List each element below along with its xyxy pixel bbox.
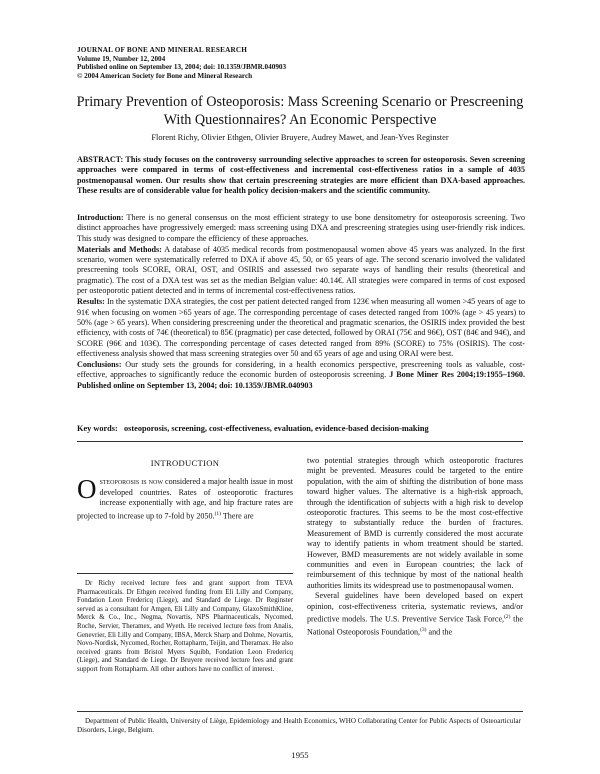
introduction-text: There is no general consensus on the most efficient strategy to use bone densitometry for osteoporosis screening. Two distinct approaches have progressively emerged: mass screening using DXA and prescreening strategies using user-friendly risk indices. This study was designed to compare the efficiency of these approaches. (77, 213, 525, 243)
conclusions-text: Our study sets the grounds for considering, in a health economics perspective, prescreening tools as valuable, cost-effective, approaches to significantly reduce the economic burden of osteoporosis screening. (77, 360, 525, 380)
author-list: Florent Richy, Olivier Ethgen, Olivier Bruyere, Audrey Mawet, and Jean-Yves Reginster (151, 133, 449, 142)
abstract-text: This study focuses on the controversy surrounding selective approaches to screen for osteoporosis. Seven screening approaches were compared in terms of cost-effectiveness and incremental cost-effectiveness ratios in a sample of 4035 postmenopausal women. Our results show that certain prescreening strategies are more efficient than DXA-based approaches. These results are of considerable value for health policy decision-makers and the scientific community. (77, 155, 525, 195)
journal-volume: Volume 19, Number 12, 2004 (77, 54, 166, 63)
abstract-label: ABSTRACT: (77, 155, 124, 164)
keywords-text: osteoporosis, screening, cost-effectiveness, evaluation, evidence-based decision-making (124, 424, 429, 433)
right-column (307, 456, 523, 638)
right-paragraph-2-start: Several guidelines have been developed based on expert opinion, cost-effectiveness criteria, systematic reviews, and/or predictive models. The U.S. Preventive Service Task Force, (307, 591, 523, 624)
page-number: 1955 (291, 750, 309, 760)
journal-copyright: © 2004 American Society for Bone and Mineral Research (77, 71, 253, 80)
results-section (77, 297, 525, 359)
paper-title: Primary Prevention of Osteoporosis: Mass Screening Scenario or Prescreening With Questionnaires? An Economic Perspective (76, 94, 524, 128)
abstract (77, 155, 525, 196)
affiliation-divider (77, 711, 523, 712)
intro-text: considered a major health issue in most developed countries. Rates of osteoporotic fractures increase exponentially with age, and hip fracture rates are projected to increase up to 7-fold by 2050. (77, 477, 293, 521)
methods-label: Materials and Methods: (77, 244, 162, 254)
citation-line: J Bone Miner Res 2004;19:1955–1960. Published online on September 13, 2004; doi: 10.1359/JBMR.040903 (77, 370, 525, 390)
methods-text: A database of 4035 medical records from postmenopausal women above 45 years was analyzed. In the first scenario, women were systematically referred to DXA if above 45, 50, or 65 years of age. The second scenario involved the validated prescreening tools SCORE, ORAI, OST, and OSIRIS and assessed two separate ways of handling their results (theoretical and pragmatic). The cost of a DXA test was set as the median Belgian value: 40.14€. All strategies were compared in terms of cost exposed per osteoporotic patient detected and in terms of incremental cost-effectiveness ratios. (77, 244, 526, 296)
right-paragraph-2-mid: the National Osteoporosis Foundation, (307, 614, 523, 637)
conclusions-section (77, 360, 525, 391)
reference-1: (1) (214, 510, 221, 517)
introduction-section (77, 213, 525, 244)
intro-lead: steoporosis is now (99, 477, 163, 487)
right-paragraph-1: two potential strategies through which osteoporotic fractures might be prevented. Measures could be targeted to the entire population, with the aim of shifting the distribution of bone mass toward higher values. The alternative is a high-risk approach, through the identification of subjects with a high risk to develop osteoporotic fractures. This seems to be the most cost-effective strategy to substantially reduce the burden of fractures. Measurement of BMD is currently considered the most accurate way to identify patients in whom treatment should be started. However, BMD measurements are not widely available in some communities and even in European countries; the lack of reimbursement of this technique by most of the national health authorities limits its widespread use to postmenopausal women. (307, 456, 523, 590)
results-text: In the systematic DXA strategies, the cost per patient detected ranged from 123€ when measuring all women >45 years of age to 91€ when focusing on women >65 years of age. The corresponding percentage of cases detected ranged from 100% (age > 45 years) to 50% (age > 65 years). When considering prescreening under the theoretical and pragmatic scenarios, the OSIRIS index provided the best efficiency, with costs of 74€ (theoretical) to 85€ (pragmatic) per case detected, followed by ORAI (75€ and 96€), OST (84€ and 94€), and SCORE (96€ and 103€). The corresponding percentage of cases detected ranged from 89% (SCORE) to 75% (OSIRIS). The cost-effectiveness analysis showed that mass screening strategies over 50 and 65 years of age and using ORAI were best. (77, 297, 525, 358)
intro-text-end: There are (220, 511, 254, 521)
structured-abstract (77, 213, 525, 392)
introduction-label: Introduction: (77, 213, 124, 222)
journal-header (77, 46, 377, 80)
reference-2: (2) (504, 614, 511, 621)
keywords-divider (77, 441, 523, 442)
introduction-heading: INTRODUCTION (150, 458, 220, 468)
author-affiliation: Department of Public Health, University of Liège, Epidemiology and Health Economics, WHO Collaborating Center for Public Aspects of Osteoarticular Disorders, Liege, Belgium. (77, 717, 521, 734)
right-paragraph-2 (307, 591, 523, 638)
right-paragraph-2-end: and the (426, 627, 453, 637)
left-column (77, 456, 293, 522)
keywords-label: Key words: (77, 424, 118, 433)
methods-section (77, 245, 525, 296)
footnote-divider (77, 573, 293, 574)
keywords (77, 424, 525, 433)
journal-name: JOURNAL OF BONE AND MINERAL RESEARCH (77, 46, 248, 54)
conflict-of-interest-footnote: Dr Richy received lecture fees and grant support from TEVA Pharmaceuticals. Dr Ethgen received funding from Eli Lilly and Company, Fondation Leon Fredericq (Liege), and Standard de Liege. Dr Reginster served as a consultant for Amgen, Eli Lilly and Company, GlaxoSmithKline, Merck & Co., Inc., Negma, Novartis, NPS Pharmaceuticals, Nycomed, Roche, Servier, Theramex, and Wyeth. He received lecture fees from Analis, Genevrier, Eli Lilly and Company, IBSA, Merck Sharp and Dohme, Novartis, Novo-Nordisk, Nycomed, Rocher, Rottapharm, Teijin, and Theramax. He also received grants from Bristol Myers Squibb, Fondation Leon Fredericq (Liege), and Standard de Liege. Dr Bruyere received lecture fees and grant support from Rottapharm. All other authors have no conflict of interest. (77, 580, 293, 673)
reference-3: (3) (420, 627, 427, 634)
intro-paragraph (77, 474, 293, 521)
results-label: Results: (77, 297, 105, 307)
conclusions-label: Conclusions: (77, 360, 122, 370)
drop-cap: O (77, 474, 97, 505)
journal-published: Published online on September 13, 2004; doi: 10.1359/JBMR.040903 (77, 63, 287, 72)
